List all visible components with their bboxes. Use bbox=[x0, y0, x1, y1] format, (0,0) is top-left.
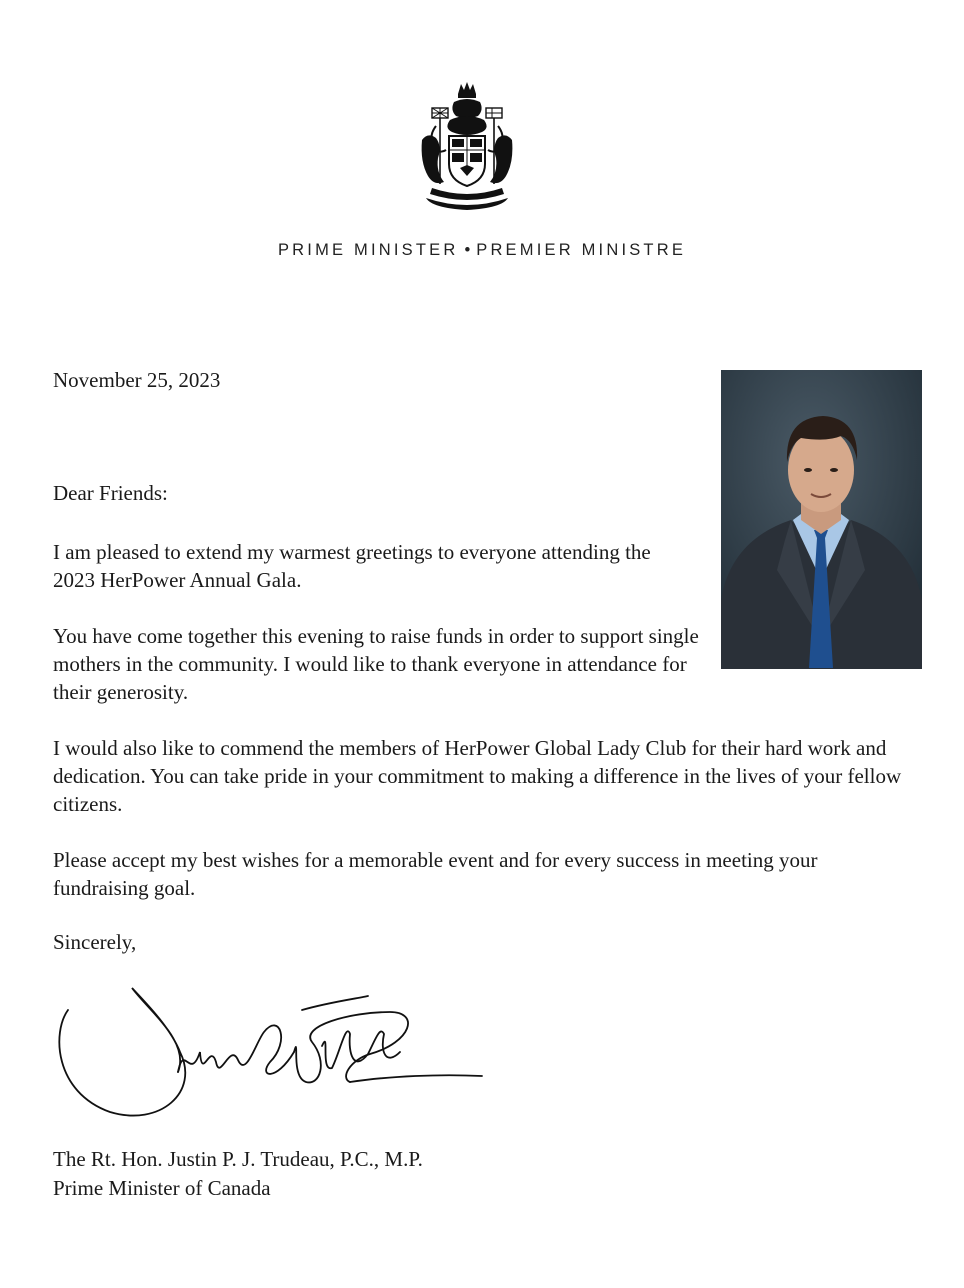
coat-of-arms-icon bbox=[416, 80, 518, 210]
letterhead-separator: • bbox=[464, 241, 471, 259]
body-paragraph-3: I would also like to commend the members of HerPower Global Lady Club for their hard work and dedication. You can take pride in your commitment to making a difference in the lives of your fellow citizens. bbox=[53, 736, 902, 816]
body-paragraph-4: Please accept my best wishes for a memorable event and for every success in meeting your fundraising goal. bbox=[53, 848, 818, 900]
signer-name: The Rt. Hon. Justin P. J. Trudeau, P.C., M.P. bbox=[53, 1147, 423, 1171]
portrait-photo bbox=[721, 370, 922, 669]
handwritten-signature bbox=[50, 982, 490, 1122]
coat-of-arms-emblem bbox=[416, 80, 518, 210]
letterhead-french: PREMIER MINISTRE bbox=[476, 241, 687, 259]
closing: Sincerely, bbox=[53, 930, 137, 954]
letterhead-title bbox=[0, 241, 964, 260]
signature-icon bbox=[50, 982, 490, 1122]
letterhead-english: PRIME MINISTER bbox=[277, 241, 459, 259]
body-paragraph-1: I am pleased to extend my warmest greetings to everyone attending the 2023 HerPower Annual Gala. bbox=[53, 540, 651, 592]
portrait-image bbox=[721, 370, 922, 669]
salutation: Dear Friends: bbox=[53, 481, 168, 505]
body-paragraph-2: You have come together this evening to raise funds in order to support single mothers in the community. I would like to thank everyone in attendance for their generosity. bbox=[53, 624, 699, 704]
letter-date: November 25, 2023 bbox=[53, 368, 221, 392]
signer-title: Prime Minister of Canada bbox=[53, 1176, 271, 1200]
